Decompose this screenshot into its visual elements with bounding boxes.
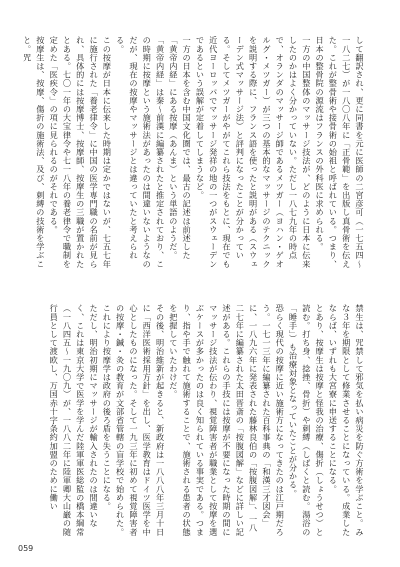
paragraph: ただし、明治初期にマッサージが輸入されたのは間違いなく、これは東京大学で医学を学んだ陸軍軍医総監の橋本綱常（一八四五〜一九〇九）が、一八八二年に陸軍卿大山巌の随行員として渡欧し、万国赤十字条約加盟のために働い	[49, 304, 100, 537]
upper-text-block	[22, 36, 366, 272]
paragraph: 按摩生は、按摩、傷折の施術法、及び、刺縛の技術を学ぶこと。咒	[22, 36, 46, 269]
paragraph: この按摩が日本に伝来した時期は定かではないが、七五七年に施行された「養老律令」に中国の医学専門職の名前が見られ、具体的には按摩博士、按摩師、按摩生の三職が置かれたとある。七〇一年の大宝律令や七一八年の養老律令で職制を定めた「医疾令」の項に見られるのがそれである。	[49, 36, 113, 269]
paragraph: 一方の日本を含む中国文化圏では、最古の記述は前述した「黄帝内経」にある按摩（あんま）という単語のようだ。「黄帝内経」は秦〜前漢に編纂されたと推定されており、この時期に按摩という施術法があったのは間違いないようなのだが、現在の按摩やマッサージとは違っていたと考えられる。	[115, 36, 193, 269]
paragraph: して翻訳され、更に同書を元に医師の二宮彦可（一七五四〜一八二七）が一八〇八年に「正骨範」を出版し真骨術を伝えた。これが整骨術や接骨術の始祖と呼ばれている。つまり、日本の整骨院の源流はフランスの外科医に求められる。	[315, 36, 365, 269]
paragraph: 禁生は、咒禁して邪気を払い病災を防ぐ方術を学ぶこと。みな３年を期限として修業させることになっている。成業したならば、いずれも大宮寮に申送することになる。	[328, 304, 365, 537]
page-number: 059	[18, 544, 34, 553]
paragraph: 恐らく現代の按摩に近い施術方になってきたのは江戸期だろう。一七一三年に編纂された百科事典の「和漢三才図会」に、一八九六年に発表された藤林良伯の「按腹図解」、一八二七年に編纂された太田晋斎の「按腹図解」などに詳しい記述がある。これらの手技には按摩が不要になった時期の間にマッサージ技法が伝わり、視覚障害者が職業として按摩を選ぶケースが多かったのは良く知られている事実である。つまり、指や手で触れて施術することで、施術される患者の状態を把握していたわけだ。	[168, 304, 286, 537]
paragraph: その後、明治維新が起きると、新政府は一八八八年三月十日に「西洋医術採用方針」を出し、医学教育はドイツ医学を中心としたものになった。そして一九三年に初めて視覚障害者の按摩・鍼・灸の教育が文部省管轄の盲学校で始められた。これにより按摩学は政府の後ろ盾を失うことになる。	[102, 304, 166, 537]
paragraph: 一方の中国整体のマッサージ技法が、どのように日本に伝来したのかはよく分かっていない。ただし一八七九年の時点で、オランダのマッサージ師であるメツガー（ヨハン・ゲオルグ・メツガー）が三つの基本的なマッサージのテクニックを説明する際に、フランス語を使ったと説明がある（スウェーデン式マッサージ法）と評判になったことが分かっている。そしてメツガーがやがてこれら技法をもとに、現在でも近代ヨーロッパでマッサージ発祥の地の一つがスウェーデンであるという誤解が定着してしまうなど。	[195, 36, 312, 269]
lower-text-block	[36, 304, 366, 540]
paragraph: とあり、按摩生は按摩と怪我の治療、傷折（しょうせつ）と読む。打ち身、捻挫、骨折）や刺縛（しばくと読む。湯浴の「睡手」）も治療対象となっていたことが分かる。	[288, 304, 326, 537]
